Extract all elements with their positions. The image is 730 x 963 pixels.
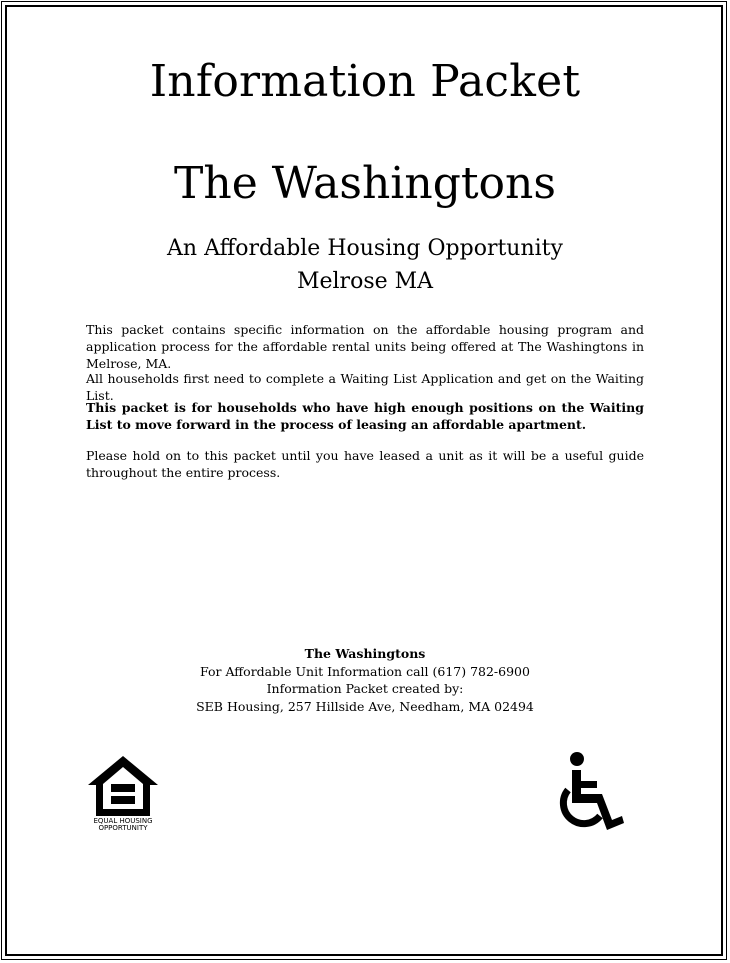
equal-housing-opportunity-icon — [86, 754, 160, 834]
footer-address: SEB Housing, 257 Hillside Ave, Needham, MA 02494 — [196, 698, 534, 714]
bold-notice-paragraph: This packet is for households who have high enough positions on the Waiting List to move forward in the process of leasing an affordable apartment. — [86, 400, 644, 432]
intro-paragraph: This packet contains specific information on the affordable housing program and application process for the affordable rental units being offered at The Washingtons in Melrose, MA. — [86, 322, 644, 371]
equal-housing-text-line2: OPPORTUNITY — [98, 824, 148, 832]
page-title: Information Packet — [149, 56, 581, 107]
subtitle: An Affordable Housing Opportunity — [167, 236, 563, 261]
location: Melrose MA — [296, 269, 434, 294]
footer-contact-block — [0, 645, 730, 715]
hold-on-paragraph: Please hold on to this packet until you have leased a unit as it will be a useful guide throughout the entire process. — [86, 448, 644, 480]
waiting-list-paragraph: All households first need to complete a Waiting List Application and get on the Waiting List. — [86, 371, 644, 403]
footer-contact-line: For Affordable Unit Information call (617) 782-6900 — [200, 663, 530, 679]
footer-property-name: The Washingtons — [304, 646, 426, 661]
equal-housing-house-graphic — [86, 754, 160, 818]
property-name: The Washingtons — [174, 158, 556, 209]
footer-created-by: Information Packet created by: — [266, 681, 464, 696]
equal-housing-text-line1: EQUAL HOUSING — [93, 817, 153, 825]
wheelchair-accessible-icon — [550, 750, 626, 834]
